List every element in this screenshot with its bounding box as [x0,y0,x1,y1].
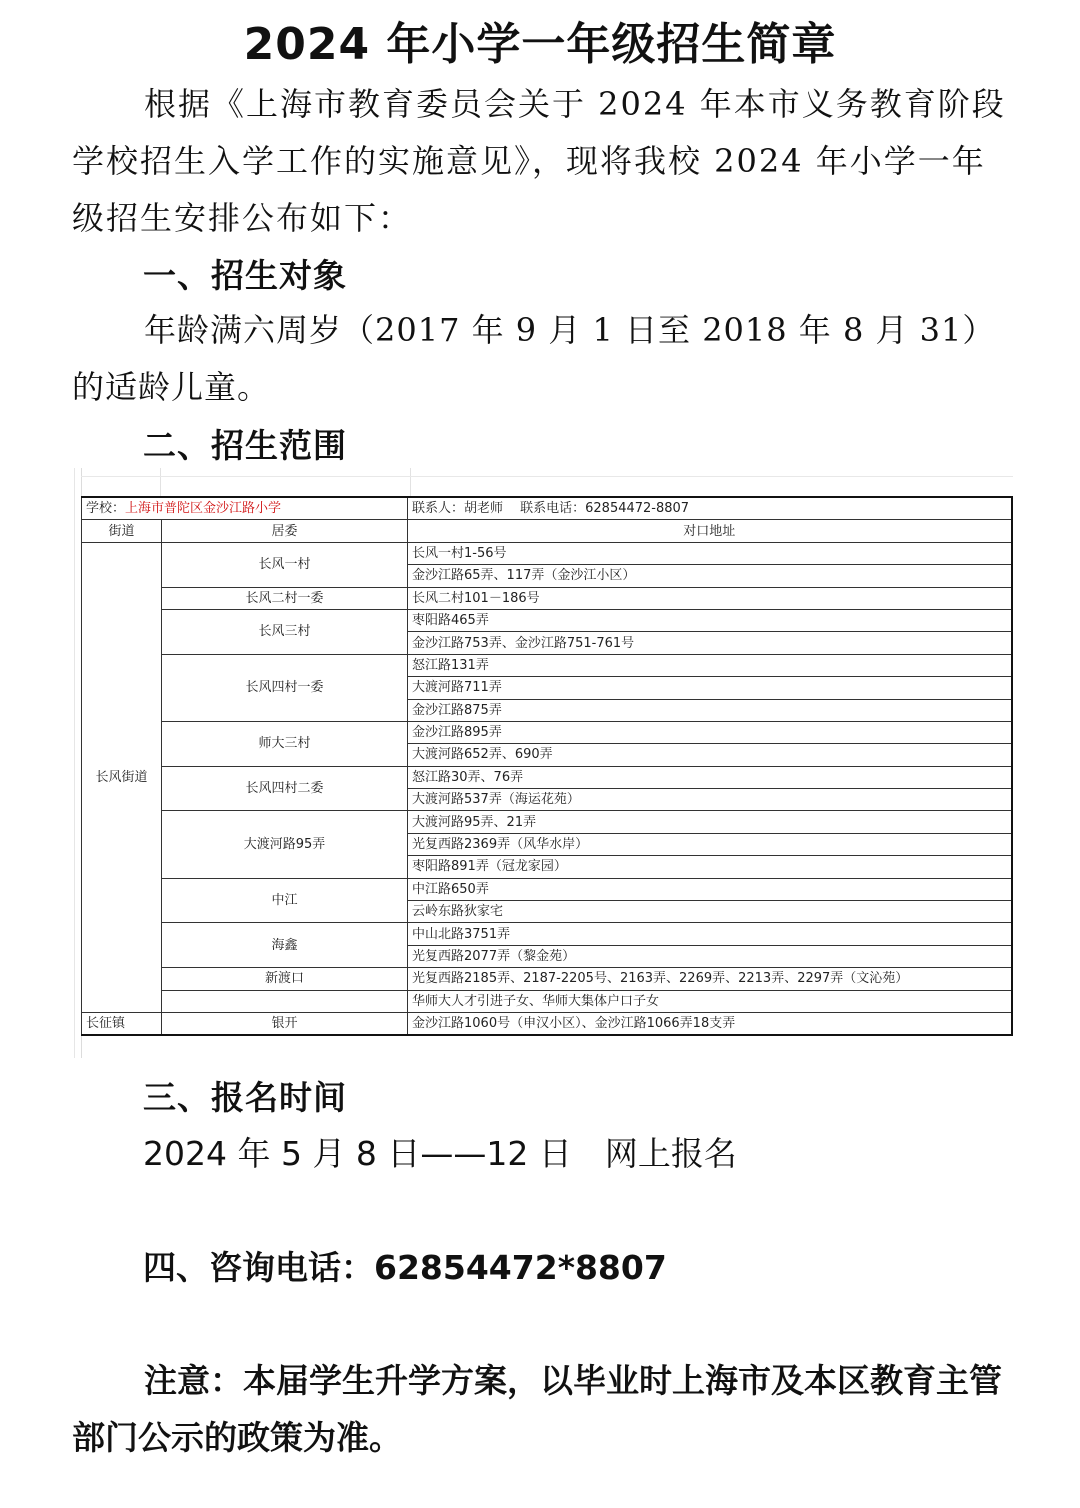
enrollment-target-text: 年龄满六周岁（2017 年 9 月 1 日至 2018 年 8 月 31）的适龄儿童。 [72,311,996,406]
enrollment-scope-table-image [74,468,1013,1058]
address-cell: 金沙江路753弄、金沙江路751-761号 [408,632,1012,654]
committee-cell: 大渡河路95弄 [162,811,408,878]
committee-cell: 海鑫 [162,923,408,968]
committee-cell: 长风一村 [162,542,408,587]
address-cell: 大渡河路711弄 [408,677,1012,699]
address-cell: 怒江路30弄、76弄 [408,766,1012,788]
school-cell [82,497,408,520]
address-cell: 金沙江路895弄 [408,721,1012,743]
table-row [82,542,1012,564]
address-cell: 枣阳路891弄（冠龙家园） [408,856,1012,878]
address-cell: 金沙江路875弄 [408,699,1012,721]
committee-cell: 中江 [162,878,408,923]
header-committee: 居委 [162,520,408,542]
committee-cell: 银开 [162,1012,408,1035]
consultation-phone: 四、咨询电话：62854472*8807 [143,1248,667,1287]
street-cell: 长风街道 [82,542,162,1012]
table-row [82,721,1012,743]
committee-cell: 长风四村一委 [162,654,408,721]
table-row [82,968,1012,990]
address-cell: 金沙江路65弄、117弄（金沙江小区） [408,565,1012,587]
school-label: 学校： [86,501,126,517]
address-cell: 中江路650弄 [408,878,1012,900]
address-cell: 光复西路2077弄（黎金苑） [408,945,1012,967]
committee-cell: 长风二村一委 [162,587,408,609]
school-name: 上海市普陀区金沙江路小学 [125,501,282,517]
table-row [82,878,1012,900]
registration-time-text: 2024 年 5 月 8 日——12 日 网上报名 [143,1134,737,1173]
committee-cell: 长风四村二委 [162,766,408,811]
address-cell: 大渡河路652弄、690弄 [408,744,1012,766]
table-row [82,587,1012,609]
header-street: 街道 [82,520,162,542]
table-header-row [82,520,1012,542]
address-cell: 枣阳路465弄 [408,609,1012,631]
street-cell: 长征镇 [82,1012,162,1035]
header-address: 对口地址 [408,520,1012,542]
contact-cell: 联系人：胡老师 联系电话：62854472-8807 [408,497,1012,520]
address-cell: 金沙江路1060号（申汉小区）、金沙江路1066弄18支弄 [408,1012,1012,1035]
address-cell: 大渡河路95弄、21弄 [408,811,1012,833]
table-row [82,654,1012,676]
table-row [82,923,1012,945]
enrollment-scope-table [81,496,1013,1036]
table-row [82,811,1012,833]
document-title: 2024 年小学一年级招生简章 [243,19,837,70]
address-cell: 怒江路131弄 [408,654,1012,676]
table-row [82,609,1012,631]
address-cell: 长风二村101－186号 [408,587,1012,609]
address-cell: 光复西路2185弄、2187-2205号、2163弄、2269弄、2213弄、2297弄（文沁苑） [408,968,1012,990]
intro-paragraph: 根据《上海市教育委员会关于 2024 年本市义务教育阶段学校招生入学工作的实施意见》，现将我校 2024 年小学一年级招生安排公布如下： [72,85,1006,237]
address-cell: 长风一村1-56号 [408,542,1012,564]
committee-cell [162,990,408,1012]
table-row [82,766,1012,788]
address-cell: 中山北路3751弄 [408,923,1012,945]
gridline [160,468,161,496]
table-row [82,497,1012,520]
table-row [82,990,1012,1012]
gridline [410,468,411,496]
section-heading-enrollment-scope: 二、招生范围 [143,426,347,465]
section-heading-enrollment-target: 一、招生对象 [143,256,347,295]
committee-cell: 长风三村 [162,609,408,654]
committee-cell: 师大三村 [162,721,408,766]
notice-paragraph: 注意：本届学生升学方案，以毕业时上海市及本区教育主管部门公示的政策为准。 [72,1361,1002,1457]
address-cell: 云岭东路狄家宅 [408,901,1012,923]
address-cell: 大渡河路537弄（海运花苑） [408,789,1012,811]
gridline [81,476,1013,477]
table-row [82,1012,1012,1035]
address-cell: 华师大人才引进子女、华师大集体户口子女 [408,990,1012,1012]
section-heading-registration-time: 三、报名时间 [143,1078,347,1117]
address-cell: 光复西路2369弄（风华水岸） [408,833,1012,855]
committee-cell: 新渡口 [162,968,408,990]
